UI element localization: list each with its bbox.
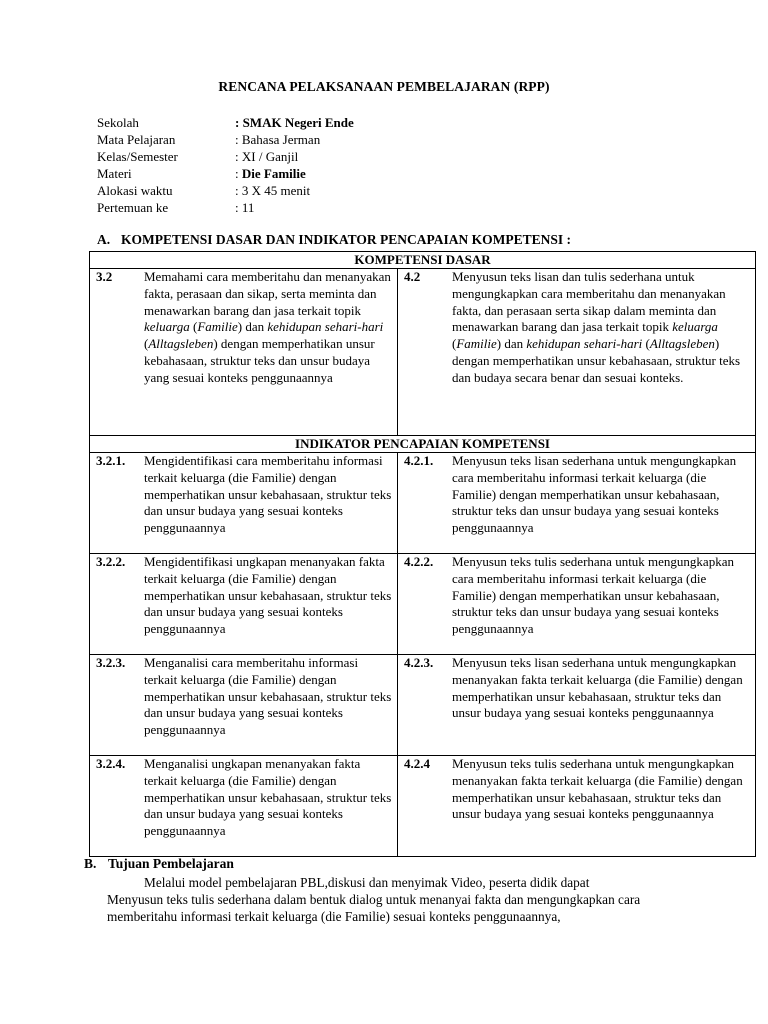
- ipk-number: 4.2.1.: [404, 453, 434, 468]
- ipk-right-cell: [398, 655, 756, 756]
- identity-key: Materi: [97, 166, 132, 181]
- ipk-text: Mengidentifikasi cara memberitahu informasi terkait keluarga (die Familie) dengan memperhatikan unsur kebahasaan, struktur teks dan unsur budaya yang sesuai konteks penggunaannya: [144, 453, 392, 536]
- ipk-left-cell: [90, 453, 398, 554]
- kd-text: Memahami cara memberitahu dan menanyakan fakta, perasaan dan sikap, serta meminta dan menawarkan barang dan jasa terkait topik keluarga (Familie) dan kehidupan sehari-hari (Alltagsleben) dengan memperhatikan unsur kebahasaan, struktur teks dan unsur budaya yang sesuai konteks penggunaannya: [144, 269, 391, 385]
- ipk-number: 3.2.2.: [96, 554, 126, 569]
- identity-key: Pertemuan ke: [97, 200, 169, 215]
- paragraph-body: Menyusun teks tulis sederhana dalam bentuk dialog untuk menanyai fakta dan mengungkapkan cara memberitahu informasi terkait keluarga (die Familie) sesuai konteks penggunaannya,: [107, 892, 641, 924]
- identity-row-school: [97, 114, 354, 131]
- section-number: B.: [84, 856, 97, 871]
- ipk-number: 4.2.3.: [404, 655, 434, 670]
- ipk-right-cell: [398, 554, 756, 655]
- competency-table: [89, 251, 756, 857]
- ipk-text: Menganalisi ungkapan menanyakan fakta terkait keluarga (die Familie) dengan memperhatikan unsur kebahasaan, struktur teks dan unsur budaya yang sesuai konteks penggunaannya: [144, 756, 392, 839]
- identity-row-time: [97, 182, 310, 199]
- ipk-number: 4.2.4: [404, 756, 430, 771]
- ipk-left-cell: [90, 655, 398, 756]
- ipk-text: Menganalisi cara memberitahu informasi terkait keluarga (die Familie) dengan memperhatikan unsur kebahasaan, struktur teks dan unsur budaya yang sesuai konteks penggunaannya: [144, 655, 392, 738]
- paragraph-first-line: Melalui model pembelajaran PBL,diskusi dan menyimak Video, peserta didik dapat: [144, 875, 590, 890]
- identity-value: : XI / Ganjil: [235, 149, 299, 164]
- kd-number: 4.2: [404, 269, 421, 284]
- identity-key: Alokasi waktu: [97, 183, 173, 198]
- identity-key: Kelas/Semester: [97, 149, 178, 164]
- identity-value: : 3 X 45 menit: [235, 183, 311, 198]
- identity-row-subject: [97, 131, 320, 148]
- section-a-heading: [97, 232, 571, 248]
- identity-value-prefix: :: [235, 166, 242, 181]
- ipk-text: Menyusun teks lisan sederhana untuk mengungkapkan menanyakan fakta terkait keluarga (die Familie) dengan memperhatikan unsur kebahasaan, struktur teks dan unsur budaya yang sesuai konteks penggunaannya: [452, 655, 743, 721]
- identity-value: : SMAK Negeri Ende: [235, 115, 354, 130]
- ipk-number: 3.2.3.: [96, 655, 126, 670]
- ipk-header: INDIKATOR PENCAPAIAN KOMPETENSI: [90, 436, 756, 453]
- section-number: A.: [97, 232, 111, 247]
- identity-row-class: [97, 148, 298, 165]
- ipk-text: Menyusun teks lisan sederhana untuk mengungkapkan cara memberitahu informasi terkait keluarga (die Familie) dengan memperhatikan unsur kebahasaan, struktur teks dan unsur budaya yang sesuai konteks penggunaannya: [452, 453, 737, 536]
- kd-left-cell: [90, 269, 398, 436]
- ipk-left-cell: [90, 756, 398, 857]
- ipk-number: 3.2.1.: [96, 453, 126, 468]
- ipk-text: Menyusun teks tulis sederhana untuk mengungkapkan menanyakan fakta terkait keluarga (die Familie) dengan memperhatikan unsur kebahasaan, struktur teks dan unsur budaya yang sesuai konteks penggunaannya: [452, 756, 743, 822]
- kd-number: 3.2: [96, 269, 113, 284]
- ipk-text: Menyusun teks tulis sederhana untuk mengungkapkan cara memberitahu informasi terkait keluarga (die Familie) dengan memperhatikan unsur kebahasaan, struktur teks dan unsur budaya yang sesuai konteks penggunaannya: [452, 554, 734, 637]
- section-b-heading: [84, 856, 234, 872]
- identity-value: : Bahasa Jerman: [235, 132, 321, 147]
- ipk-right-cell: [398, 756, 756, 857]
- kd-right-cell: [398, 269, 756, 436]
- section-title: Tujuan Pembelajaran: [108, 856, 234, 871]
- identity-value: Die Familie: [241, 166, 306, 181]
- identity-row-meeting: [97, 199, 254, 216]
- learning-objective-paragraph: [107, 874, 667, 925]
- ipk-number: 4.2.2.: [404, 554, 434, 569]
- section-title: KOMPETENSI DASAR DAN INDIKATOR PENCAPAIAN KOMPETENSI :: [121, 232, 572, 247]
- identity-value: : 11: [235, 200, 255, 215]
- kd-header: KOMPETENSI DASAR: [90, 252, 756, 269]
- identity-key: Mata Pelajaran: [97, 132, 176, 147]
- ipk-number: 3.2.4.: [96, 756, 126, 771]
- ipk-text: Mengidentifikasi ungkapan menanyakan fakta terkait keluarga (die Familie) dengan memperhatikan unsur kebahasaan, struktur teks dan unsur budaya yang sesuai konteks penggunaannya: [144, 554, 392, 637]
- ipk-left-cell: [90, 554, 398, 655]
- identity-key: Sekolah: [97, 115, 139, 130]
- kd-text: Menyusun teks lisan dan tulis sederhana untuk mengungkapkan cara memberitahu dan menanyakan fakta, dan perasaan serta sikap dalam meminta dan menawarkan barang dan jasa terkait topik keluarga (Familie) dan kehidupan sehari-hari (Alltagsleben) dengan memperhatikan unsur kebahasaan, struktur teks dan budaya secara benar dan sesuai konteks.: [452, 269, 741, 385]
- identity-row-material: [97, 165, 306, 182]
- ipk-right-cell: [398, 453, 756, 554]
- document-title: RENCANA PELAKSANAAN PEMBELAJARAN (RPP): [218, 79, 550, 94]
